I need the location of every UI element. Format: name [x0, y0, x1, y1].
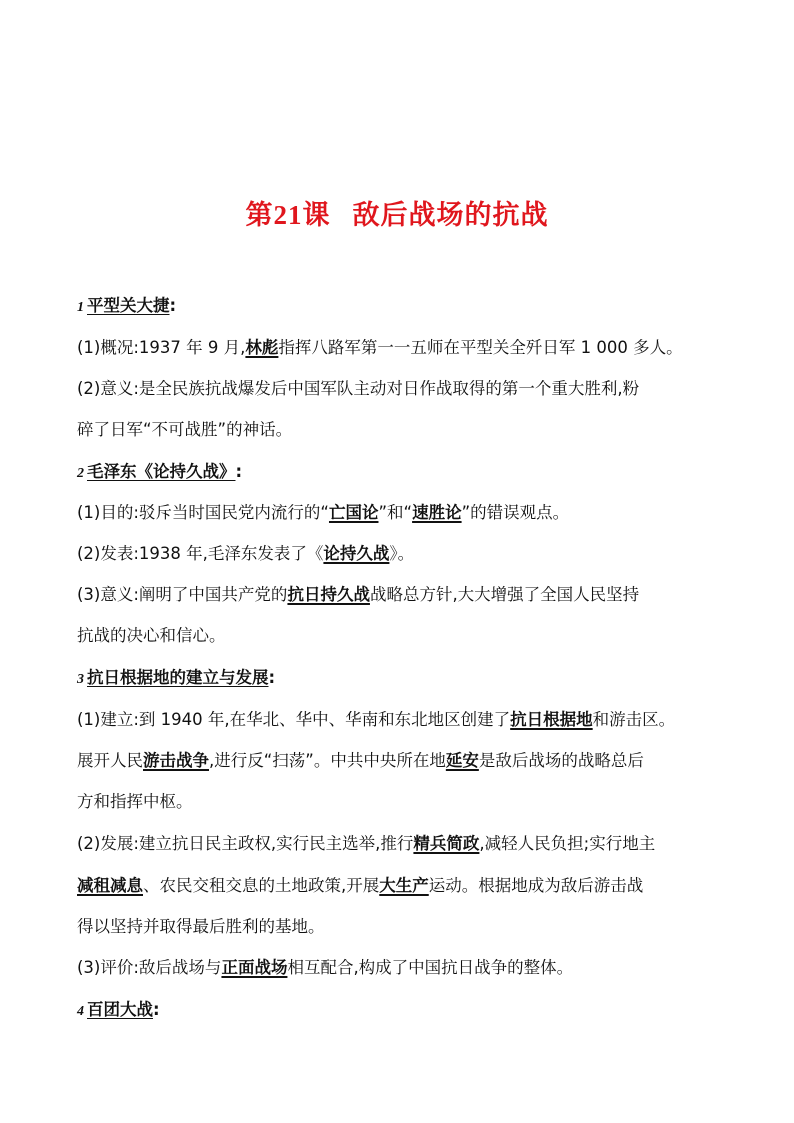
section-3-heading — [77, 666, 275, 692]
section-4-heading — [77, 998, 160, 1024]
text-run: (3)评价:敌后战场与 — [77, 958, 222, 977]
text-run: ,进行反“扫荡”。中共中央所在地 — [209, 751, 446, 770]
text-run: 抗战的决心和信心。 — [77, 626, 226, 645]
section-number: 4 — [77, 1004, 84, 1019]
text-run: ”和“ — [378, 503, 413, 522]
title-suffix: 课 — [302, 200, 331, 231]
paragraph-line — [77, 956, 573, 980]
key-term: 林彪 — [245, 338, 279, 357]
paragraph-line — [77, 915, 325, 939]
text-run: (1)建立:到 1940 年,在华北、华中、华南和东北地区创建了 — [77, 710, 511, 729]
section-heading-text: 抗日根据地的建立与发展 — [87, 668, 269, 687]
text-run: 和游击区。 — [592, 710, 676, 729]
paragraph-line — [77, 542, 414, 566]
section-number: 3 — [77, 672, 84, 687]
key-term: 亡国论 — [328, 503, 379, 522]
paragraph-line — [77, 583, 639, 607]
key-term: 大生产 — [379, 876, 429, 895]
text-run: ”的错误观点。 — [461, 503, 570, 522]
paragraph-line — [77, 790, 193, 814]
paragraph-line — [77, 708, 675, 732]
key-term: 抗日持久战 — [287, 585, 370, 604]
section-heading-text: 平型关大捷 — [87, 296, 170, 315]
section-number: 1 — [77, 300, 84, 315]
paragraph-line — [77, 624, 226, 648]
lesson-number: 21 — [273, 200, 303, 230]
text-run: 碎了日军“不可战胜”的神话。 — [77, 420, 293, 439]
paragraph-line — [77, 418, 292, 442]
key-term: 精兵简政 — [413, 834, 480, 853]
heading-colon: : — [169, 296, 177, 315]
key-term: 正面战场 — [221, 958, 288, 977]
heading-colon: : — [268, 668, 276, 687]
text-run: ,减轻人民负担;实行地主 — [479, 834, 656, 853]
text-run: (3)意义:阐明了中国共产党的 — [77, 585, 288, 604]
text-run: 、农民交租交息的土地政策,开展 — [143, 876, 380, 895]
text-run: 运动。根据地成为敌后游击战 — [428, 876, 644, 895]
paragraph-line — [77, 874, 643, 898]
title-prefix: 第 — [245, 200, 274, 231]
key-term: 抗日根据地 — [510, 710, 593, 729]
heading-colon: : — [235, 462, 243, 481]
paragraph-line — [77, 336, 683, 360]
text-run: 得以坚持并取得最后胜利的基地。 — [77, 917, 325, 936]
paragraph-line — [77, 501, 569, 525]
text-run: (2)发展:建立抗日民主政权,实行民主选举,推行 — [77, 834, 414, 853]
text-run: 是敌后战场的战略总后 — [478, 751, 644, 770]
text-run: 指挥八路军第一一五师在平型关全歼日军 1 000 多人。 — [278, 338, 683, 357]
lesson-name: 敌后战场的抗战 — [352, 200, 549, 231]
key-term: 游击战争 — [143, 751, 209, 770]
page-title — [0, 193, 794, 232]
text-run: 相互配合,构成了中国抗日战争的整体。 — [287, 958, 574, 977]
text-run: 》。 — [389, 544, 415, 563]
section-number: 2 — [77, 466, 84, 481]
section-heading-text: 百团大战 — [87, 1000, 153, 1019]
text-run: (2)意义:是全民族抗战爆发后中国军队主动对日作战取得的第一个重大胜利,粉 — [77, 379, 640, 398]
key-term: 延安 — [445, 751, 479, 770]
text-run: 方和指挥中枢。 — [77, 792, 193, 811]
section-1-heading — [77, 294, 176, 320]
text-run: 战略总方针,大大增强了全国人民坚持 — [369, 585, 640, 604]
section-2-heading — [77, 460, 242, 486]
key-term: 速胜论 — [412, 503, 462, 522]
text-run: (1)概况:1937 年 9 月, — [77, 338, 246, 357]
paragraph-line — [77, 377, 639, 401]
heading-colon: : — [153, 1000, 160, 1019]
text-run: (2)发表:1938 年,毛泽东发表了《 — [77, 544, 324, 563]
text-run: (1)目的:驳斥当时国民党内流行的“ — [77, 503, 329, 522]
key-term: 论持久战 — [323, 544, 390, 563]
section-heading-text: 毛泽东《论持久战》 — [87, 462, 236, 481]
key-term: 减租减息 — [77, 876, 143, 895]
paragraph-line — [77, 832, 655, 856]
paragraph-line — [77, 749, 644, 773]
text-run: 展开人民 — [77, 751, 143, 770]
